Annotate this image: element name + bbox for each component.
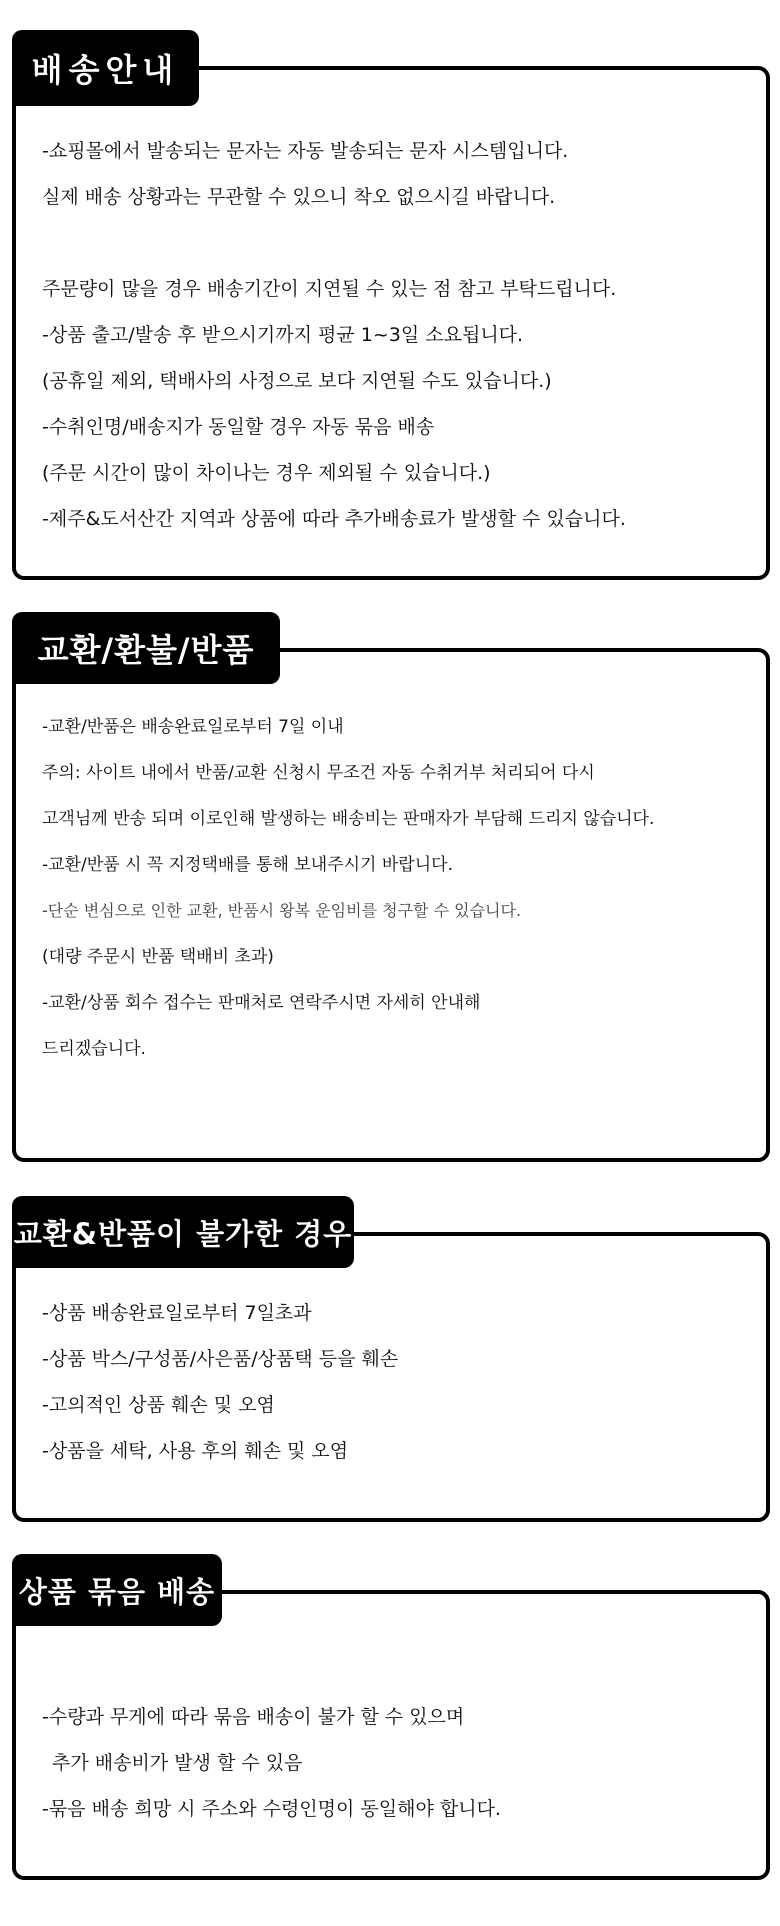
- shipping-info-lines: [42, 128, 626, 542]
- bundle-shipping-title: 상품 묶음 배송: [12, 1554, 222, 1626]
- exchange-line-7: -교환/상품 회수 접수는 판매처로 연락주시면 자세히 안내해: [42, 993, 481, 1013]
- shipping-line-9: -제주&도서산간 지역과 상품에 따라 추가배송료가 발생할 수 있습니다.: [42, 508, 626, 530]
- exchange-line-2: 주의: 사이트 내에서 반품/교환 신청시 무조건 자동 수취거부 처리되어 다시: [42, 763, 595, 783]
- no-exchange-section: [0, 1196, 780, 1522]
- shipping-line-4: 주문량이 많을 경우 배송기간이 지연될 수 있는 점 참고 부탁드립니다.: [42, 278, 617, 300]
- exchange-line-5: -단순 변심으로 인한 교환, 반품시 왕복 운임비를 청구할 수 있습니다.: [42, 901, 522, 920]
- exchange-line-3: 고객님께 반송 되며 이로인해 발생하는 배송비는 판매자가 부담해 드리지 않습니다.: [42, 809, 655, 829]
- bundle-line-1: -수량과 무게에 따라 묶음 배송이 불가 할 수 있으며: [42, 1706, 465, 1728]
- shipping-line-7: -수취인명/배송지가 동일할 경우 자동 묶음 배송: [42, 416, 435, 438]
- shipping-info-title: 배송안내: [12, 30, 199, 106]
- shipping-line-5: -상품 출고/발송 후 받으시기까지 평균 1~3일 소요됩니다.: [42, 324, 524, 346]
- exchange-line-8: 드리겠습니다.: [42, 1039, 146, 1059]
- no-exchange-line-2: -상품 박스/구성품/사은품/상품택 등을 훼손: [42, 1348, 399, 1370]
- shipping-line-8: (주문 시간이 많이 차이나는 경우 제외될 수 있습니다.): [42, 462, 491, 484]
- shipping-line-gap: [42, 220, 626, 266]
- exchange-refund-title: 교환/환불/반품: [12, 612, 280, 684]
- no-exchange-line-3: -고의적인 상품 훼손 및 오염: [42, 1394, 275, 1416]
- exchange-line-6: (대량 주문시 반품 택배비 초과): [42, 947, 274, 967]
- bundle-line-3: -묶음 배송 희망 시 주소와 수령인명이 동일해야 합니다.: [42, 1798, 501, 1820]
- shipping-line-6: (공휴일 제외, 택배사의 사정으로 보다 지연될 수도 있습니다.): [42, 370, 552, 392]
- no-exchange-line-1: -상품 배송완료일로부터 7일초과: [42, 1302, 312, 1324]
- exchange-line-4: -교환/반품 시 꼭 지정택배를 통해 보내주시기 바랍니다.: [42, 855, 453, 875]
- shipping-line-2: 실제 배송 상황과는 무관할 수 있으니 착오 없으시길 바랍니다.: [42, 186, 556, 208]
- bundle-shipping-section: [0, 1554, 780, 1880]
- bundle-line-2: 추가 배송비가 발생 할 수 있음: [52, 1752, 303, 1774]
- bundle-shipping-lines: [42, 1694, 501, 1832]
- shipping-line-1: -쇼핑몰에서 발송되는 문자는 자동 발송되는 문자 시스템입니다.: [42, 140, 569, 162]
- no-exchange-title: 교환&반품이 불가한 경우: [12, 1196, 354, 1268]
- no-exchange-lines: [42, 1290, 398, 1474]
- exchange-line-1: -교환/반품은 배송완료일로부터 7일 이내: [42, 717, 344, 737]
- exchange-refund-lines: [42, 704, 654, 1072]
- exchange-refund-section: [0, 612, 780, 1162]
- no-exchange-line-4: -상품을 세탁, 사용 후의 훼손 및 오염: [42, 1440, 349, 1462]
- shipping-info-section: [0, 30, 780, 580]
